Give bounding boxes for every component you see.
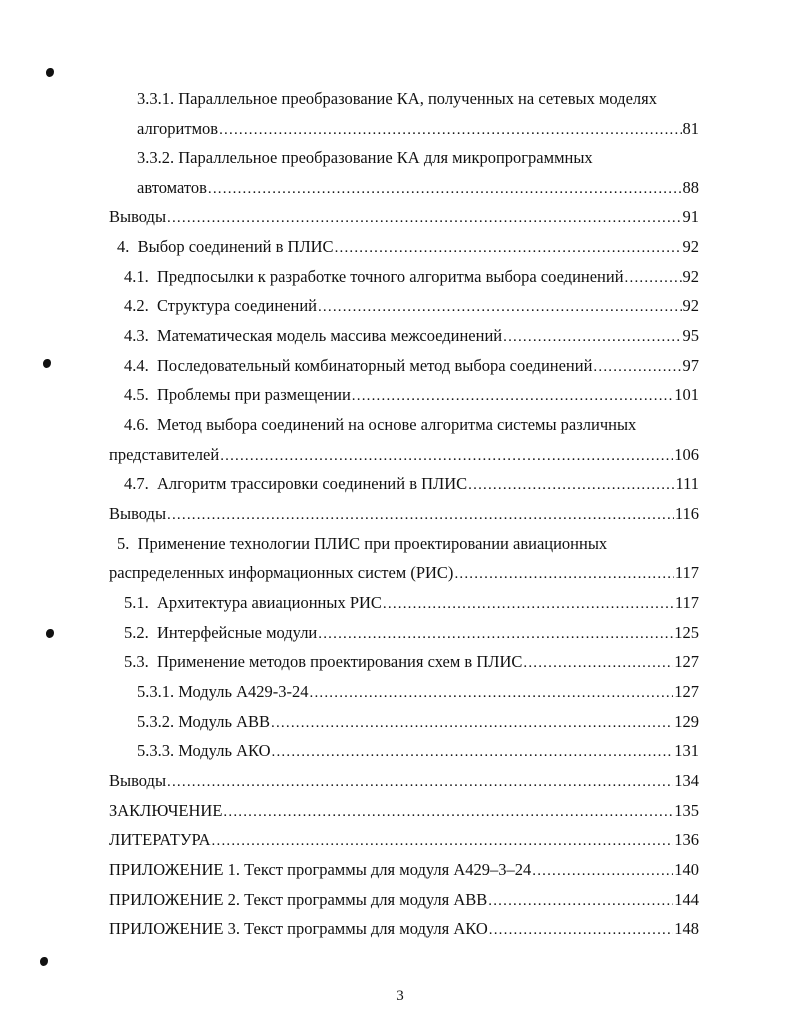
toc-leader-dots [272,740,674,764]
toc-leader-dots [208,177,682,201]
toc-entry-text: 5.2. Интерфейсные модули [124,623,318,642]
scan-speck [40,957,48,966]
toc-entry[interactable] [124,650,699,674]
toc-entry-first-line [117,532,607,556]
toc-entry[interactable] [109,858,699,882]
toc-leader-dots [625,266,682,290]
toc-page-number: 111 [675,474,699,493]
toc-entry-first-line [124,413,636,437]
toc-page-number: 131 [674,741,699,760]
toc-leader-dots [454,562,673,586]
toc-entry[interactable] [109,769,699,793]
toc-page-number: 117 [674,563,699,582]
toc-entry-text: ПРИЛОЖЕНИЕ 3. Текст программы для модуля АКО [109,919,488,938]
toc-entry-text: 5.1. Архитектура авиационных РИС [124,593,382,612]
toc-leader-dots [352,384,673,408]
toc-leader-dots [468,473,674,497]
toc-entry-text: 5.3. Применение методов проектирования схем в ПЛИС [124,652,523,671]
toc-leader-dots [310,681,674,705]
scan-speck [46,68,54,77]
toc-entry-text: 4. Выбор соединений в ПЛИС [117,237,334,256]
toc-leader-dots [318,295,682,319]
toc-entry-text: 3.3.2. Параллельное преобразование КА для микропрограммных [137,148,593,167]
toc-entry-first-line [137,146,593,170]
toc-leader-dots [167,770,673,794]
toc-entry-text: ЗАКЛЮЧЕНИЕ [109,801,223,820]
toc-entry[interactable] [109,828,699,852]
toc-entry[interactable] [137,680,699,704]
toc-entry-first-line [137,87,657,111]
toc-entry-text: 4.5. Проблемы при размещении [124,385,351,404]
toc-page-number: 92 [682,267,699,286]
toc-entry[interactable] [137,710,699,734]
toc-page-number: 92 [682,296,699,315]
toc-page-number: 125 [674,623,699,642]
toc-page-number: 129 [674,712,699,731]
toc-entry[interactable] [124,591,699,615]
toc-entry-text: ЛИТЕРАТУРА [109,830,211,849]
toc-page-number: 134 [674,771,699,790]
scan-speck [46,629,54,638]
toc-entry-text: 5. Применение технологии ПЛИС при проектировании авиационных [117,534,608,553]
toc-entry[interactable] [124,383,699,407]
toc-entry-text: распределенных информационных систем (РИС) [109,563,454,582]
toc-leader-dots [223,800,673,824]
toc-entry[interactable] [124,472,699,496]
toc-page-number: 140 [674,860,699,879]
scan-speck [43,359,51,368]
toc-entry[interactable] [109,561,699,585]
toc-entry-text: 5.3.2. Модуль АВВ [137,712,271,731]
toc-entry[interactable] [124,354,699,378]
toc-entry-text: 4.4. Последовательный комбинаторный метод выбора соединений [124,356,593,375]
toc-entry-text: Выводы [109,504,167,523]
toc-entry-text: представителей [109,445,220,464]
toc-leader-dots [593,355,681,379]
toc-entry[interactable] [109,888,699,912]
toc-page-number: 116 [674,504,699,523]
toc-entry[interactable] [109,917,699,941]
toc-entry-text: 4.2. Структура соединений [124,296,317,315]
toc-page-number: 144 [674,890,699,909]
toc-page-number: 135 [674,801,699,820]
toc-page-number: 106 [674,445,699,464]
toc-entry[interactable] [124,621,699,645]
toc-entry-text: Выводы [109,207,167,226]
toc-page-number: 127 [674,682,699,701]
toc-entry[interactable] [109,205,699,229]
toc-entry-text: 4.7. Алгоритм трассировки соединений в ПЛИС [124,474,468,493]
toc-entry[interactable] [124,324,699,348]
toc-leader-dots [212,829,674,853]
toc-entry-text: ПРИЛОЖЕНИЕ 2. Текст программы для модуля АВВ [109,890,488,909]
toc-entry[interactable] [137,176,699,200]
toc-leader-dots [167,206,681,230]
page-number: 3 [396,988,404,1004]
toc-leader-dots [383,592,674,616]
toc-entry[interactable] [109,799,699,823]
toc-leader-dots [489,918,673,942]
toc-entry-text: 4.1. Предпосылки к разработке точного алгоритма выбора соединений [124,267,624,286]
toc-entry-text: 4.6. Метод выбора соединений на основе алгоритма системы различных [124,415,637,434]
toc-entry-text: 5.3.3. Модуль АКО [137,741,271,760]
toc-page-number: 136 [674,830,699,849]
toc-leader-dots [219,118,681,142]
toc-leader-dots [335,236,682,260]
toc-leader-dots [167,503,674,527]
toc-entry-text: 3.3.1. Параллельное преобразование КА, полученных на сетевых моделях [137,89,657,108]
toc-page-number: 92 [682,237,699,256]
toc-page-number: 148 [674,919,699,938]
toc-entry-text: 4.3. Математическая модель массива межсоединений [124,326,503,345]
toc-entry[interactable] [117,235,699,259]
toc-entry[interactable] [124,265,699,289]
toc-page-number: 81 [682,119,699,138]
toc-leader-dots [271,711,673,735]
toc-page-number: 127 [674,652,699,671]
toc-entry[interactable] [124,294,699,318]
toc-entry-text: 5.3.1. Модуль А429-3-24 [137,682,309,701]
toc-entry-text: автоматов [137,178,207,197]
toc-entry[interactable] [109,443,699,467]
toc-page-number: 91 [682,207,699,226]
toc-entry[interactable] [137,739,699,763]
toc-leader-dots [318,622,673,646]
toc-entry[interactable] [137,117,699,141]
toc-page-number: 101 [674,385,699,404]
toc-leader-dots [532,859,673,883]
toc-entry-text: алгоритмов [137,119,219,138]
toc-leader-dots [503,325,681,349]
toc-page-number: 97 [682,356,699,375]
toc-entry-text: Выводы [109,771,167,790]
toc-entry-text: ПРИЛОЖЕНИЕ 1. Текст программы для модуля А429–3–24 [109,860,532,879]
toc-page-number: 117 [674,593,699,612]
toc-leader-dots [523,651,673,675]
toc-page-number: 88 [682,178,699,197]
toc-leader-dots [488,889,673,913]
toc-page-number: 95 [682,326,699,345]
toc-leader-dots [220,444,673,468]
toc-entry[interactable] [109,502,699,526]
